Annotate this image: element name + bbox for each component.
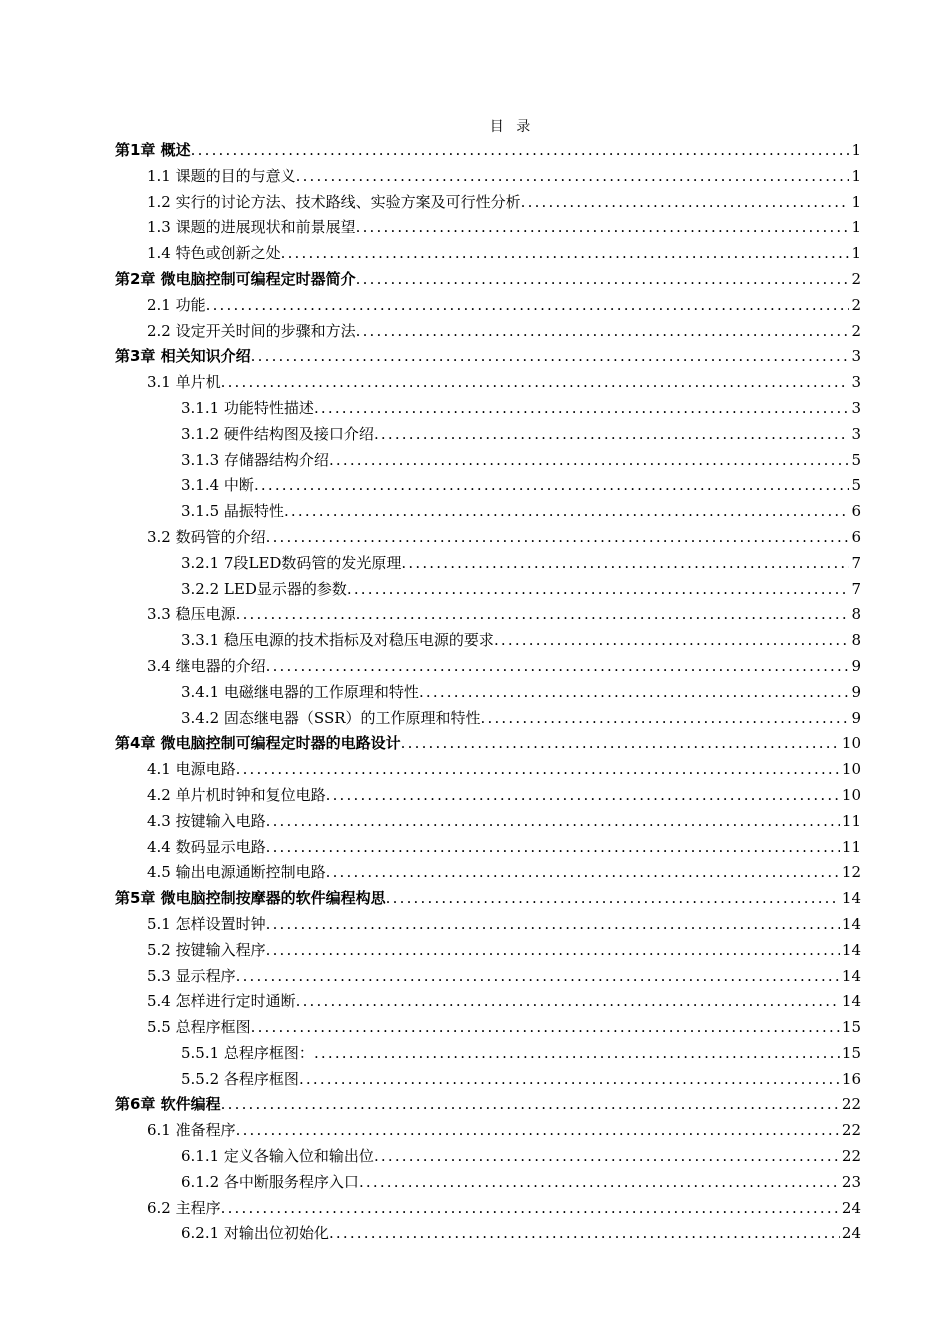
toc-page-number: 10 — [841, 785, 861, 804]
toc-title: 目 录 — [489, 119, 535, 135]
toc-leader-dots — [236, 757, 840, 783]
toc-page-number: 8 — [851, 605, 861, 624]
toc-leader-dots — [329, 1221, 840, 1247]
toc-section-entry[interactable] — [115, 860, 861, 886]
toc-page-number: 9 — [851, 682, 861, 701]
toc-leader-dots — [356, 215, 850, 241]
toc-entry-title: 3.2.2 LED显示器的参数 — [181, 579, 347, 598]
toc-entry-title: 6.2 主程序 — [147, 1198, 221, 1217]
toc-entry-title: 3.4.1 电磁继电器的工作原理和特性 — [181, 682, 419, 701]
toc-leader-dots — [329, 448, 850, 474]
toc-entry-title: 第4章 微电脑控制可编程定时器的电路设计 — [115, 734, 401, 753]
toc-leader-dots — [314, 1041, 840, 1067]
toc-page-number: 3 — [851, 347, 861, 366]
toc-entry-title: 第5章 微电脑控制按摩器的软件编程构思 — [115, 889, 386, 908]
toc-subsection-entry[interactable] — [115, 499, 861, 525]
toc-entry-title: 1.3 课题的进展现状和前景展望 — [147, 218, 356, 237]
toc-leader-dots — [326, 783, 840, 809]
toc-page-number: 1 — [851, 244, 861, 263]
toc-leader-dots — [191, 138, 850, 164]
toc-page-number: 5 — [851, 450, 861, 469]
toc-section-entry[interactable] — [115, 319, 861, 345]
toc-leader-dots — [374, 1144, 840, 1170]
toc-page-number: 14 — [841, 940, 861, 959]
toc-entry-title: 3.2 数码管的介绍 — [147, 527, 266, 546]
toc-entry-title: 5.5.2 各程序框图 — [181, 1069, 299, 1088]
toc-leader-dots — [359, 1170, 840, 1196]
toc-leader-dots — [266, 938, 840, 964]
toc-page-number: 6 — [851, 502, 861, 521]
toc-leader-dots — [251, 1015, 840, 1041]
toc-entry-title: 4.5 输出电源通断控制电路 — [147, 863, 326, 882]
toc-entry-title: 6.1.2 各中断服务程序入口 — [181, 1172, 359, 1191]
toc-subsection-entry[interactable] — [115, 473, 861, 499]
toc-leader-dots — [266, 835, 840, 861]
toc-page-number: 14 — [841, 889, 861, 908]
toc-chapter-entry[interactable] — [115, 731, 861, 757]
toc-page-number: 9 — [851, 708, 861, 727]
toc-leader-dots — [481, 706, 850, 732]
toc-chapter-entry[interactable] — [115, 267, 861, 293]
toc-section-entry[interactable] — [115, 1015, 861, 1041]
toc-leader-dots — [266, 525, 850, 551]
toc-leader-dots — [356, 319, 850, 345]
toc-page-number: 22 — [841, 1121, 861, 1140]
toc-page-number: 24 — [841, 1224, 861, 1243]
toc-entry-title: 3.2.1 7段LED数码管的发光原理 — [181, 553, 402, 572]
toc-page-number: 1 — [851, 218, 861, 237]
toc-entry-title: 5.4 怎样进行定时通断 — [147, 992, 296, 1011]
toc-entry-title: 3.3 稳压电源 — [147, 605, 236, 624]
toc-page-number: 10 — [841, 734, 861, 753]
toc-section-entry[interactable] — [115, 215, 861, 241]
toc-leader-dots — [296, 989, 840, 1015]
toc-page-number: 5 — [851, 476, 861, 495]
toc-leader-dots — [296, 164, 850, 190]
toc-entry-title: 3.1 单片机 — [147, 373, 221, 392]
toc-chapter-entry[interactable] — [115, 886, 861, 912]
toc-page-number: 8 — [851, 631, 861, 650]
toc-leader-dots — [401, 731, 840, 757]
toc-leader-dots — [299, 1067, 840, 1093]
toc-leader-dots — [494, 628, 850, 654]
toc-chapter-entry[interactable] — [115, 138, 861, 164]
toc-entry-title: 第6章 软件编程 — [115, 1095, 221, 1114]
toc-entry-title: 第2章 微电脑控制可编程定时器简介 — [115, 269, 356, 288]
toc-subsection-entry[interactable] — [115, 396, 861, 422]
toc-entry-title: 6.2.1 对输出位初始化 — [181, 1224, 329, 1243]
toc-section-entry[interactable] — [115, 293, 861, 319]
toc-leader-dots — [386, 886, 840, 912]
toc-section-entry[interactable] — [115, 190, 861, 216]
toc-subsection-entry[interactable] — [115, 680, 861, 706]
toc-leader-dots — [326, 860, 840, 886]
toc-leader-dots — [251, 344, 850, 370]
toc-section-entry[interactable] — [115, 964, 861, 990]
toc-section-entry[interactable] — [115, 654, 861, 680]
toc-entry-title: 6.1 准备程序 — [147, 1121, 236, 1140]
toc-subsection-entry[interactable] — [115, 551, 861, 577]
toc-page-number: 9 — [851, 656, 861, 675]
toc-page-number: 10 — [841, 760, 861, 779]
table-of-contents — [115, 138, 861, 1247]
toc-leader-dots — [419, 680, 850, 706]
toc-page-number: 1 — [851, 141, 861, 159]
toc-leader-dots — [221, 1092, 840, 1118]
toc-subsection-entry[interactable] — [115, 577, 861, 603]
toc-leader-dots — [347, 577, 850, 603]
toc-section-entry[interactable] — [115, 525, 861, 551]
toc-leader-dots — [401, 551, 849, 577]
toc-subsection-entry[interactable] — [115, 1067, 861, 1093]
toc-entry-title: 3.1.2 硬件结构图及接口介绍 — [181, 424, 374, 443]
toc-entry-title: 3.1.4 中断 — [181, 476, 254, 495]
toc-page-number: 3 — [851, 424, 861, 443]
toc-section-entry[interactable] — [115, 989, 861, 1015]
toc-entry-title: 4.1 电源电路 — [147, 760, 236, 779]
toc-leader-dots — [254, 473, 850, 499]
toc-entry-title: 第1章 概述 — [115, 141, 191, 159]
toc-page-number: 15 — [841, 1043, 861, 1062]
toc-section-entry[interactable] — [115, 1196, 861, 1222]
toc-subsection-entry[interactable] — [115, 628, 861, 654]
toc-section-entry[interactable] — [115, 757, 861, 783]
toc-page-number: 3 — [851, 398, 861, 417]
toc-subsection-entry[interactable] — [115, 1221, 861, 1247]
toc-leader-dots — [206, 293, 850, 319]
toc-page-number: 7 — [851, 579, 861, 598]
toc-leader-dots — [266, 809, 840, 835]
toc-page-number: 2 — [851, 295, 861, 314]
toc-entry-title: 4.3 按键输入电路 — [147, 811, 266, 830]
toc-page-number: 22 — [841, 1147, 861, 1166]
toc-section-entry[interactable] — [115, 912, 861, 938]
toc-page-number: 2 — [851, 269, 861, 288]
toc-page-number: 11 — [841, 837, 861, 856]
toc-leader-dots — [521, 190, 850, 216]
toc-page-number: 6 — [851, 527, 861, 546]
toc-leader-dots — [284, 499, 850, 525]
toc-subsection-entry[interactable] — [115, 1041, 861, 1067]
toc-entry-title: 5.1 怎样设置时钟 — [147, 914, 266, 933]
toc-section-entry[interactable] — [115, 370, 861, 396]
toc-page-number: 1 — [851, 166, 861, 185]
toc-entry-title: 1.4 特色或创新之处 — [147, 244, 281, 263]
toc-page-number: 14 — [841, 966, 861, 985]
toc-subsection-entry[interactable] — [115, 706, 861, 732]
toc-entry-title: 6.1.1 定义各输入位和输出位 — [181, 1147, 374, 1166]
toc-page-number: 2 — [851, 321, 861, 340]
toc-entry-title: 3.1.1 功能特性描述 — [181, 398, 314, 417]
toc-section-entry[interactable] — [115, 602, 861, 628]
toc-entry-title: 1.2 实行的讨论方法、技术路线、实验方案及可行性分析 — [147, 192, 521, 211]
toc-entry-title: 5.5.1 总程序框图： — [181, 1043, 314, 1062]
toc-page-number: 15 — [841, 1018, 861, 1037]
toc-chapter-entry[interactable] — [115, 1092, 861, 1118]
toc-subsection-entry[interactable] — [115, 422, 861, 448]
toc-entry-title: 4.2 单片机时钟和复位电路 — [147, 785, 326, 804]
toc-entry-title: 2.2 设定开关时间的步骤和方法 — [147, 321, 356, 340]
toc-leader-dots — [221, 370, 850, 396]
toc-subsection-entry[interactable] — [115, 1144, 861, 1170]
toc-page-number: 16 — [841, 1069, 861, 1088]
toc-section-entry[interactable] — [115, 164, 861, 190]
toc-leader-dots — [236, 602, 850, 628]
toc-leader-dots — [314, 396, 850, 422]
toc-leader-dots — [281, 241, 850, 267]
toc-page-number: 24 — [841, 1198, 861, 1217]
toc-leader-dots — [266, 912, 840, 938]
toc-page-number: 12 — [841, 863, 861, 882]
toc-section-entry[interactable] — [115, 938, 861, 964]
toc-entry-title: 1.1 课题的目的与意义 — [147, 166, 296, 185]
toc-page-number: 1 — [851, 192, 861, 211]
toc-entry-title: 5.5 总程序框图 — [147, 1018, 251, 1037]
toc-subsection-entry[interactable] — [115, 1170, 861, 1196]
toc-section-entry[interactable] — [115, 241, 861, 267]
toc-leader-dots — [266, 654, 850, 680]
toc-entry-title: 第3章 相关知识介绍 — [115, 347, 251, 366]
toc-leader-dots — [236, 964, 840, 990]
toc-leader-dots — [356, 267, 850, 293]
toc-page-number: 7 — [851, 553, 861, 572]
toc-page-number: 14 — [841, 992, 861, 1011]
toc-section-entry[interactable] — [115, 1118, 861, 1144]
toc-subsection-entry[interactable] — [115, 448, 861, 474]
toc-page-number: 14 — [841, 914, 861, 933]
toc-section-entry[interactable] — [115, 783, 861, 809]
toc-page-number: 23 — [841, 1172, 861, 1191]
toc-entry-title: 3.1.3 存储器结构介绍 — [181, 450, 329, 469]
toc-entry-title: 4.4 数码显示电路 — [147, 837, 266, 856]
toc-entry-title: 2.1 功能 — [147, 295, 206, 314]
toc-page-number: 3 — [851, 373, 861, 392]
toc-entry-title: 3.4.2 固态继电器（SSR）的工作原理和特性 — [181, 708, 481, 727]
toc-entry-title: 3.4 继电器的介绍 — [147, 656, 266, 675]
toc-leader-dots — [374, 422, 850, 448]
toc-leader-dots — [221, 1196, 840, 1222]
toc-page-number: 11 — [841, 811, 861, 830]
toc-entry-title: 3.1.5 晶振特性 — [181, 502, 284, 521]
toc-entry-title: 3.3.1 稳压电源的技术指标及对稳压电源的要求 — [181, 631, 494, 650]
toc-section-entry[interactable] — [115, 809, 861, 835]
toc-chapter-entry[interactable] — [115, 344, 861, 370]
toc-entry-title: 5.3 显示程序 — [147, 966, 236, 985]
toc-section-entry[interactable] — [115, 835, 861, 861]
toc-entry-title: 5.2 按键输入程序 — [147, 940, 266, 959]
toc-leader-dots — [236, 1118, 840, 1144]
toc-page-number: 22 — [841, 1095, 861, 1114]
